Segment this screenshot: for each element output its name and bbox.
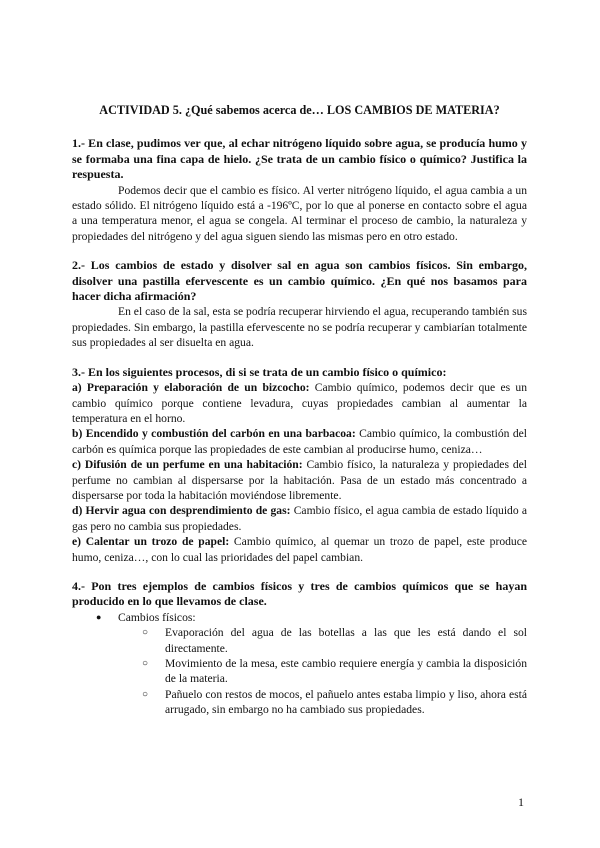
list-item: [96, 610, 527, 718]
subitem-text: Pañuelo con restos de mocos, el pañuelo antes estaba limpio y liso, ahora está arrugado, sin embargo no ha cambiado sus propiedades.: [165, 687, 527, 717]
subitem-text: Evaporación del agua de las botellas a las que les está dando el sol directamente.: [165, 626, 527, 655]
answer-3b-label: b) Encendido y combustión del carbón en una barbacoa:: [72, 427, 356, 441]
filled-bullet-icon: ●: [96, 611, 102, 622]
list-item: [142, 625, 527, 656]
answer-3e: [72, 534, 527, 565]
answer-2: En el caso de la sal, esta se podría recuperar hirviendo el agua, recuperando también sus propiedades. Sin embargo, la pastilla efervescente no se podría recuperar y cambiarían totalmente sus propiedades al ser disuelta en agua.: [72, 305, 527, 350]
answer-3a: [72, 380, 527, 426]
document-body: [72, 103, 527, 718]
answer-3e-text: Cambio químico, al quemar un trozo de papel, este produce humo, ceniza…, con lo cual las prioridades del papel cambian.: [72, 535, 527, 564]
hollow-bullet-icon: ○: [142, 658, 149, 669]
answer-3e-label: e) Calentar un trozo de papel:: [72, 535, 230, 549]
answer-3b-text: Cambio químico, la combustión del carbón es química porque las propiedades de este cambian al producirse humo, ceniza…: [72, 427, 527, 456]
answer-3d-text: Cambio físico, el agua cambia de estado líquido a gas pero no cambia sus propiedades.: [72, 504, 527, 533]
hollow-bullet-icon: ○: [142, 688, 149, 700]
question-3: 3.- En los siguientes procesos, di si se trata de un cambio físico o químico:: [72, 364, 447, 379]
answer-3d-label: d) Hervir agua con desprendimiento de gas:: [72, 504, 291, 518]
question-1: 1.- En clase, pudimos ver que, al echar nitrógeno líquido sobre agua, se producía humo y se formaba una fina capa de hielo. ¿Se trata de un cambio físico o químico? Justifica la respuesta.: [72, 136, 527, 182]
answer-3c: [72, 457, 527, 503]
answer-3c-label: c) Difusión de un perfume en una habitación:: [72, 458, 303, 472]
page-number: 1: [518, 795, 524, 809]
bullet-label: Cambios físicos:: [118, 610, 196, 624]
answer-3c-text: Cambio físico, la naturaleza y propiedades del perfume no cambian al dispersarse por la habitación. Pasa de un estado más concentrado a dispersarse por toda la habitación moviéndose libremente.: [72, 458, 527, 502]
subitem-text: Movimiento de la mesa, este cambio requiere energía y cambia la disposición de la materia.: [165, 657, 527, 686]
answer-1: Podemos decir que el cambio es físico. Al verter nitrógeno líquido, el agua cambia a un estado sólido. El nitrógeno líquido está a -196ºC, por lo que al ponerse en contacto sobre el agua a una temperatura menor, el agua se congela. Al terminar el proceso de cambio, la naturaleza y propiedades del nitrógeno y del agua siguen siendo las mismas pero en otro estado.: [72, 183, 527, 243]
document-title: ACTIVIDAD 5. ¿Qué sabemos acerca de… LOS CAMBIOS DE MATERIA?: [99, 103, 500, 117]
physical-changes-sublist: [118, 625, 527, 717]
physical-changes-list: [72, 610, 527, 718]
list-item: [142, 656, 527, 687]
answer-3b: [72, 426, 527, 457]
answer-3a-text: Cambio químico, podemos decir que es un cambio químico porque contiene levadura, cuyas propiedades cambian al aumentar la temperatura en el horno.: [72, 381, 527, 425]
hollow-bullet-icon: ○: [142, 627, 149, 639]
answer-3d: [72, 503, 527, 534]
question-2: 2.- Los cambios de estado y disolver sal en agua son cambios físicos. Sin embargo, disolver una pastilla efervescente es un cambio químico. ¿En qué nos basamos para hacer dicha afirmación?: [72, 258, 527, 304]
list-item: [142, 687, 527, 718]
question-4: 4.- Pon tres ejemplos de cambios físicos y tres de cambios químicos que se hayan producido en lo que llevamos de clase.: [72, 578, 527, 609]
answer-3a-label: a) Preparación y elaboración de un bizcocho:: [72, 381, 310, 395]
